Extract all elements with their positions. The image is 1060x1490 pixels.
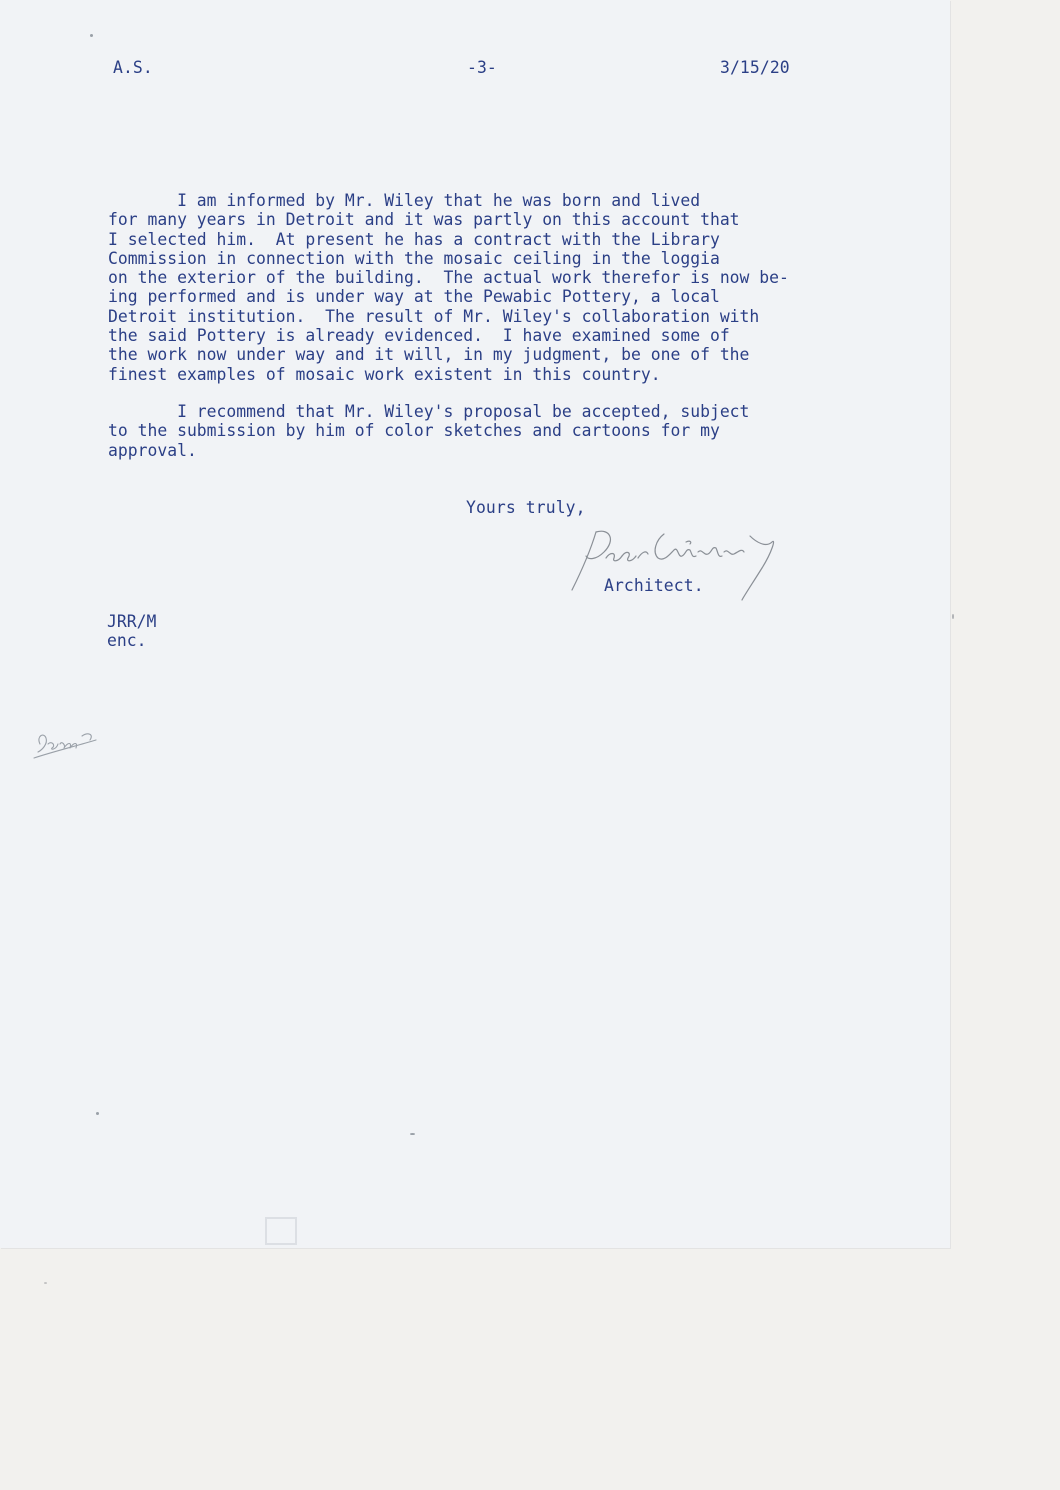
text-line: I recommend that Mr. Wiley's proposal be accepted, subject (108, 402, 750, 421)
paper-speck (410, 1133, 415, 1135)
reference-block (107, 612, 156, 651)
pencil-annotation-mark (30, 722, 104, 766)
text-line: the said Pottery is already evidenced. I have examined some of (108, 326, 730, 346)
text-line: I am informed by Mr. Wiley that he was born and lived (108, 191, 701, 210)
header-addressee: A.S. (113, 58, 153, 77)
closing-salutation: Yours truly, (466, 498, 586, 517)
backing-speck (44, 1282, 47, 1284)
text-line: the work now under way and it will, in my judgment, be one of the (108, 345, 750, 365)
text-line: to the submission by him of color sketches and cartoons for my (108, 421, 720, 441)
signatory-title: Architect. (604, 576, 704, 595)
text-line: on the exterior of the building. The actual work therefor is now be- (108, 268, 789, 288)
text-line: approval. (108, 440, 197, 460)
text-line: ing performed and is under way at the Pewabic Pottery, a local (108, 287, 720, 307)
text-line: I selected him. At present he has a contract with the Library (108, 229, 720, 249)
paragraph-wiley-background (108, 191, 789, 384)
typist-initials: JRR/M (107, 612, 157, 631)
bleed-through-mark (262, 1212, 302, 1252)
text-line: finest examples of mosaic work existent in this country. (108, 364, 661, 384)
text-line: Detroit institution. The result of Mr. Wiley's collaboration with (108, 306, 760, 326)
backing-speck (952, 614, 954, 619)
text-line: for many years in Detroit and it was partly on this account that (108, 210, 740, 230)
text-line: Commission in connection with the mosaic ceiling in the loggia (108, 248, 720, 268)
enclosure-note: enc. (107, 631, 147, 651)
page-number: -3- (467, 58, 497, 77)
letter-date: 3/15/20 (720, 58, 790, 77)
paper-speck (90, 34, 93, 37)
paragraph-recommendation (108, 402, 749, 460)
paper-speck (96, 1112, 99, 1115)
